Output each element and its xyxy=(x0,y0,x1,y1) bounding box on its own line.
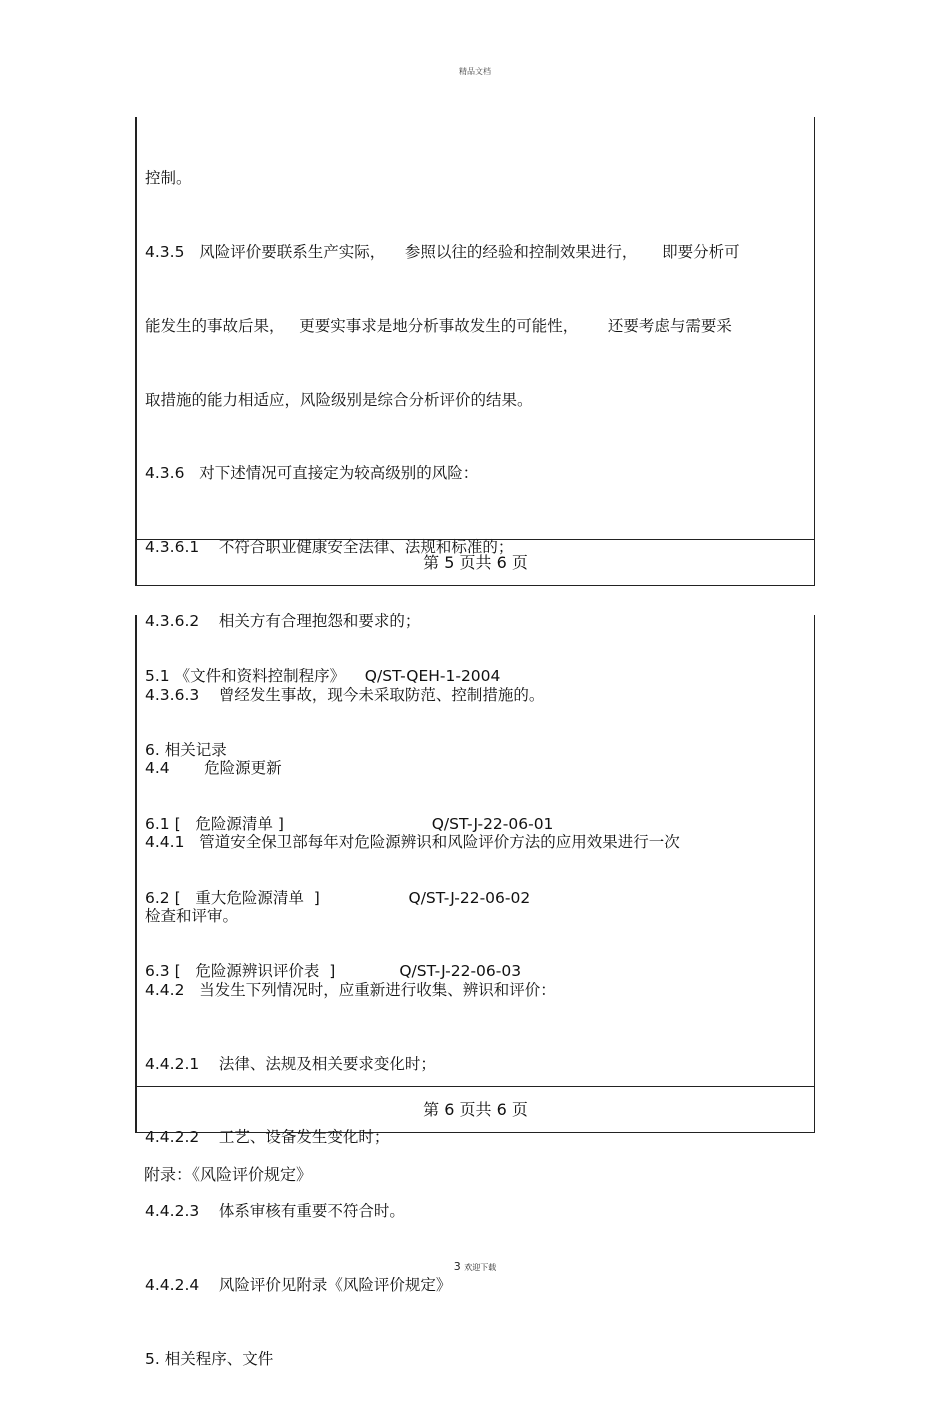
text-line: 控制。 xyxy=(145,169,192,188)
text-line: 4.4.2 当发生下列情况时，应重新进行收集、辨识和评价： xyxy=(145,980,556,999)
footer-text: 欢迎下载 xyxy=(464,1263,497,1272)
text-line: 4.4.2.1 法律、法规及相关要求变化时； xyxy=(145,1054,436,1073)
text-line: 6. 相关记录 xyxy=(145,740,227,759)
text-line: 能发生的事故后果， 更要实事求是地分析事故发生的可能性， 还要考虑与需要采 xyxy=(145,316,732,335)
text-line: 取措施的能力相适应，风险级别是综合分析评价的结果。 xyxy=(145,390,533,409)
text-line: 4.3.5 风险评价要联系生产实际， 参照以往的经验和控制效果进行， 即要分析可 xyxy=(145,242,740,261)
text-line: 4.3.6.1 不符合职业健康安全法律、法规和标准的； xyxy=(145,538,514,557)
text-line: 5. 相关程序、文件 xyxy=(145,1349,274,1368)
page6-frame xyxy=(135,615,815,1133)
text-line: 4.3.6.3 曾经发生事故，现今未采取防范、控制措施的。 xyxy=(145,685,545,704)
text-line: 4.4.2.4 风险评价见附录《风险评价规定》 xyxy=(145,1275,452,1294)
page5-number: 第 5 页共 6 页 xyxy=(137,539,814,585)
text-line: 6.3 [ 危险源辨识评价表 ] Q/ST-J-22-06-03 xyxy=(145,962,522,981)
text-line: 检查和评审。 xyxy=(145,907,239,925)
page-header: 精品文档 xyxy=(459,67,491,76)
text-line: 6.1 [ 危险源清单 ] Q/ST-J-22-06-01 xyxy=(145,814,554,833)
text-line: 4.4.2.2 工艺、设备发生变化时； xyxy=(145,1128,390,1147)
page-footer xyxy=(0,1260,950,1273)
text-line: 4.3.6.2 相关方有合理抱怨和要求的； xyxy=(145,611,421,630)
page6-content xyxy=(145,615,806,1033)
text-line: 5.1 《文件和资料控制程序》 Q/ST-QEH-1-2004 xyxy=(145,667,501,686)
text-line: 4.3.6 对下述情况可直接定为较高级别的风险： xyxy=(145,464,479,483)
text-line: 4.4 危险源更新 xyxy=(145,759,282,778)
text-line: 6.2 [ 重大危险源清单 ] Q/ST-J-22-06-02 xyxy=(145,888,531,907)
appendix-note: 附录：《风险评价规定》 xyxy=(144,1165,313,1184)
text-line: 4.4.1 管道安全保卫部每年对危险源辨识和风险评价方法的应用效果进行一次 xyxy=(145,833,680,852)
page6-number: 第 6 页共 6 页 xyxy=(137,1086,814,1132)
footer-number: 3 xyxy=(453,1260,461,1273)
text-line: 4.4.2.3 体系审核有重要不符合时。 xyxy=(145,1202,405,1221)
